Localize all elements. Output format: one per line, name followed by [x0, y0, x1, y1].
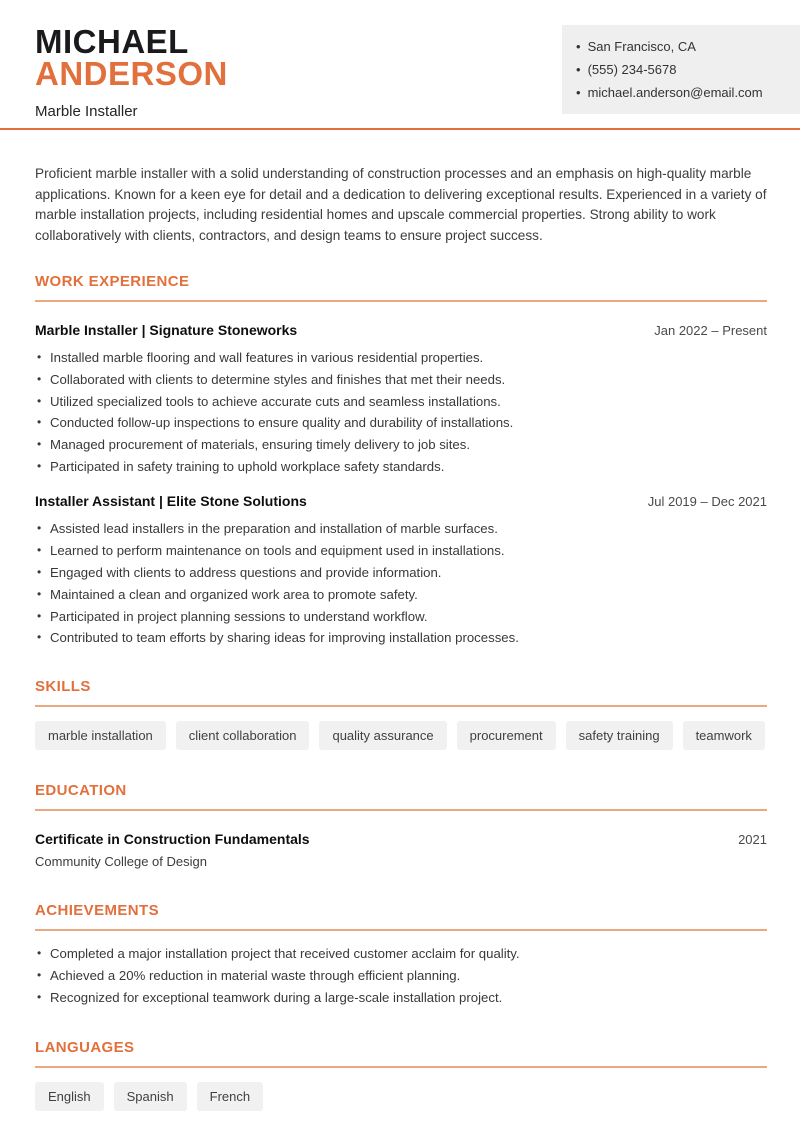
header	[0, 0, 800, 130]
education-school: Community College of Design	[35, 853, 207, 869]
section-divider	[35, 300, 767, 302]
bullet-icon: •	[576, 39, 581, 54]
section-divider	[35, 929, 767, 931]
skill-tag: safety training	[566, 721, 673, 750]
job-bullet: • Assisted lead installers in the preparation and installation of marble surfaces.	[35, 522, 767, 536]
job-bullet: • Collaborated with clients to determine styles and finishes that met their needs.	[35, 373, 767, 387]
job-bullet: • Participated in safety training to uphold workplace safety standards.	[35, 460, 767, 474]
section-title-work: WORK EXPERIENCE	[35, 273, 190, 290]
section-divider	[35, 705, 767, 707]
language-tag: French	[197, 1082, 263, 1111]
achievement-bullet: • Achieved a 20% reduction in material waste through efficient planning.	[35, 969, 767, 983]
last-name: ANDERSON	[35, 55, 228, 92]
skill-tag: teamwork	[683, 721, 765, 750]
job-bullet: • Installed marble flooring and wall features in various residential properties.	[35, 351, 767, 365]
skill-tag: procurement	[457, 721, 556, 750]
section-title-achievements: ACHIEVEMENTS	[35, 901, 159, 919]
first-name: MICHAEL	[35, 23, 189, 60]
skill-tag: client collaboration	[176, 721, 310, 750]
contact-item	[574, 35, 788, 58]
achievement-bullet: • Completed a major installation project that received customer acclaim for quality.	[35, 947, 767, 961]
contact-text: michael.anderson@email.com	[587, 85, 763, 100]
achievement-list	[35, 947, 767, 1004]
job-bullet-list	[35, 522, 767, 644]
skill-tag-list	[35, 721, 767, 750]
bullet-icon: •	[576, 85, 581, 100]
contact-text: San Francisco, CA	[587, 39, 696, 54]
skill-tag: marble installation	[35, 721, 166, 750]
section-skills	[35, 678, 767, 750]
job-header	[35, 322, 767, 338]
job-bullet: • Participated in project planning sessions to understand workflow.	[35, 610, 767, 624]
skill-tag: quality assurance	[319, 721, 446, 750]
section-education	[35, 782, 767, 869]
section-title-education: EDUCATION	[35, 781, 127, 799]
job-bullet: • Learned to perform maintenance on tools and equipment used in installations.	[35, 544, 767, 558]
section-achievements	[35, 902, 767, 1004]
section-title-languages: LANGUAGES	[35, 1039, 135, 1057]
language-tag: Spanish	[114, 1082, 187, 1111]
job-bullet: • Engaged with clients to address questions and provide information.	[35, 566, 767, 580]
job-bullet: • Managed procurement of materials, ensuring timely delivery to job sites.	[35, 438, 767, 452]
job-title: Installer Assistant | Elite Stone Solutions	[35, 493, 307, 510]
contact-card	[562, 25, 800, 114]
section-divider	[35, 1066, 767, 1068]
language-tag: English	[35, 1082, 104, 1111]
job-bullet: • Utilized specialized tools to achieve accurate cuts and seamless installations.	[35, 395, 767, 409]
summary-paragraph: Proficient marble installer with a solid understanding of construction processes and an emphasis on high-quality marble applications. Known for a keen eye for detail and a dedication to delivering exceptional results. Experienced in a variety of marble installation projects, including residential homes and upscale commercial properties. Strong ability to work collaboratively with clients, contractors, and design teams to ensure project success.	[35, 166, 767, 243]
job-dates: Jan 2022 – Present	[654, 323, 767, 338]
header-job-title: Marble Installer	[35, 103, 138, 120]
section-languages	[35, 1039, 767, 1111]
section-work-experience	[35, 273, 767, 645]
contact-list	[574, 35, 788, 104]
education-year: 2021	[738, 831, 767, 847]
job-bullet: • Conducted follow-up inspections to ensure quality and durability of installations.	[35, 416, 767, 430]
job-header	[35, 493, 767, 509]
language-tag-list	[35, 1082, 767, 1111]
job-bullet: • Contributed to team efforts by sharing ideas for improving installation processes.	[35, 631, 767, 645]
name-block	[35, 23, 228, 120]
job-title: Marble Installer | Signature Stoneworks	[35, 322, 298, 338]
job-bullet: • Maintained a clean and organized work area to promote safety.	[35, 588, 767, 602]
job-bullet-list	[35, 351, 767, 473]
contact-text: (555) 234-5678	[587, 62, 677, 77]
education-degree: Certificate in Construction Fundamentals	[35, 830, 310, 847]
job-dates: Jul 2019 – Dec 2021	[647, 494, 767, 510]
education-header	[35, 831, 767, 847]
achievement-bullet: • Recognized for exceptional teamwork during a large-scale installation project.	[35, 991, 767, 1005]
contact-item	[574, 58, 788, 81]
contact-item	[574, 81, 788, 104]
section-title-skills: SKILLS	[35, 677, 91, 695]
section-divider	[35, 809, 767, 811]
bullet-icon: •	[576, 62, 581, 77]
resume-body	[0, 164, 800, 1111]
person-name	[35, 23, 228, 92]
